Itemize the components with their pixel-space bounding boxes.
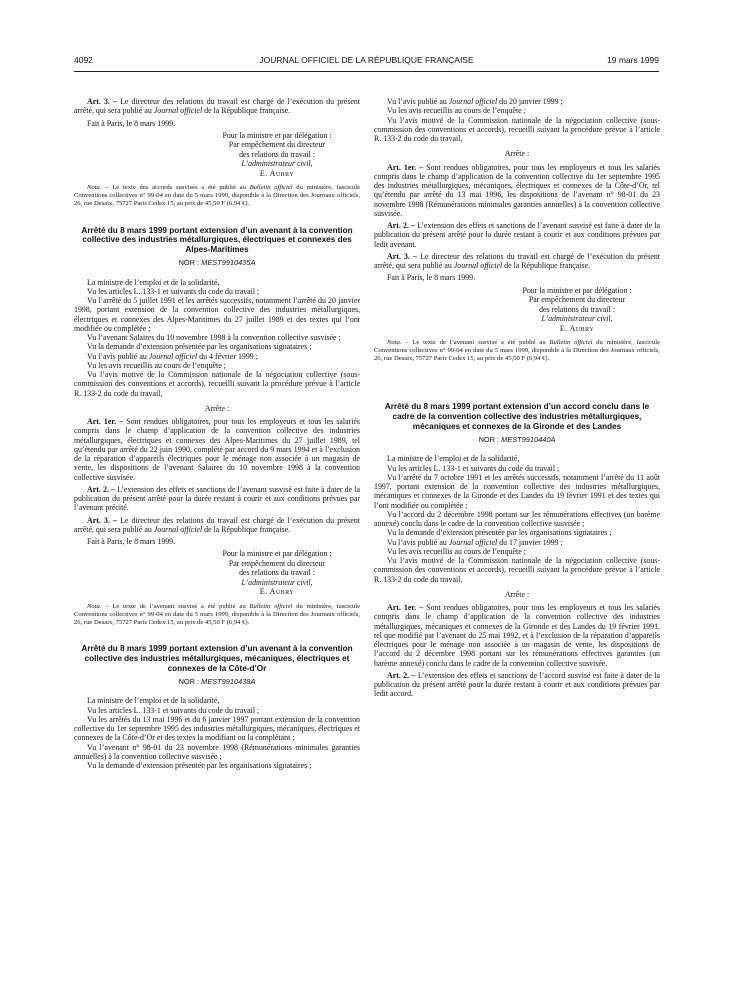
nor-reference: NOR : MEST9910438A: [178, 677, 256, 687]
paragraph: La ministre de l’emploi et de la solidarité,: [387, 454, 520, 464]
paragraph: Vu l’avenant n° 98-01 du 23 novembre 1998 (Rémunérations minimales garanties annuelles) à la convention collective susvisée ;: [74, 742, 360, 761]
article-3-paragraph: Art. 3. – Le directeur des relations du travail est chargé de l’exécution du présent arrêté, qui sera publié au Journal officiel de la République française.: [74, 515, 360, 534]
arrete-heading: Arrête :: [504, 589, 530, 599]
paragraph: Vu les avis recueillis au cours de l’enquête ;: [387, 106, 526, 116]
paragraph: Vu les avis recueillis au cours de l’enquête ;: [387, 546, 526, 556]
paragraph: Vu la demande d’extension présentée par les organisations signataires ;: [87, 342, 312, 352]
paragraph: Vu les avis recueillis au cours de l’enquête ;: [87, 360, 226, 370]
paragraph: Vu l’avis publié au Journal officiel du 17 janvier 1999 ;: [387, 537, 563, 547]
article-1-paragraph: Art. 1er. – Sont rendues obligatoires, pour tous les employeurs et tous les salariés compris dans le champ d’application de la convention collective des industries métallurgiques, mécaniques et connexes de la Gironde et des Landes du 19 février 1991, tel que modifié par l’avenant du 25 mai 1992, et à l’exclusion de la réparation d’appareils électriques pour le ménage non associée à un magasin de vente, les dispositions de l’accord du 2 décembre 1998 portant sur les rémunérations effectives garanties (un barème annexé) conclu dans le cadre de la convention collective susvisée.: [374, 603, 661, 668]
fait-a-paris: Fait à Paris, le 8 mars 1999.: [87, 118, 176, 128]
left-column: [74, 97, 360, 770]
arrete-heading: Arrête :: [504, 149, 530, 159]
signature-block: Pour la ministre et par délégation : Par empêchement du directeur des relations du travail : L’administrateur civil, E. Aubry: [222, 130, 332, 178]
paragraph: Vu l’avis motivé de la Commission nationale de la négociation collective (sous-commission des conventions et accords), recueilli suivant la procédure prévue à l’article R. 133-2 du code du travail,: [74, 370, 360, 398]
arrete-heading: Arrête :: [204, 403, 230, 413]
page-header: [74, 55, 659, 69]
decree-title-gironde-landes: Arrêté du 8 mars 1999 portant extension d’un accord conclu dans le cadre de la convention collective des industries métallurgiques, mécaniques et connexes de la Gironde et des Landes: [384, 402, 650, 431]
nor-reference: NOR : MEST9910440A: [478, 435, 556, 445]
article-3-paragraph: Art. 3. – Le directeur des relations du travail est chargé de l’exécution du présent arrêté, qui sera publié au Journal officiel de la République française.: [374, 251, 660, 270]
decree-title-cote-dor: Arrêté du 8 mars 1999 portant extension d’un avenant à la convention collective des industries métallurgiques, mécaniques, électriques et connexes de la Côte-d’Or: [81, 644, 353, 673]
paragraph: Vu l’accord du 2 décembre 1998 portant sur les rémunérations effectives (un barème annexé) conclu dans le cadre de la convention collective susvisée ;: [374, 509, 660, 529]
paragraph: Vu l’avis motivé de la Commission nationale de la négociation collective (sous-commission des conventions et accords), recueilli suivant la procédure prévue à l’article R. 133-2 du code du travail,: [374, 115, 660, 143]
signature-block: Pour la ministre et par délégation : Par empêchement du directeur des relations du travail : L’administrateur civil, E. Aubry: [222, 549, 332, 597]
nota-note: Nota. – Le texte de l’avenant susvisé a été publié au Bulletin officiel du ministère, fascicule Conventions collectives n° 99-04 en date du 5 mars 1999, disponible à la Direction des Journaux officiels, 26, rue Desaix, 75727 Paris Cedex 15, au prix de 45,50 F (6,94 €).: [74, 602, 360, 626]
paragraph: Vu les articles L. 133-1 et suivants du code du travail ;: [87, 286, 260, 296]
paragraph: Vu l’arrêté du 7 octobre 1991 et les arrêtés successifs, notamment l’arrêté du 11 août 1997, portant extension de la convention collective des industries métallurgiques, mécaniques et connexes de la Gironde et des Landes du 19 février 1991 et des textes qui l’ont modifiée ou complétée ;: [374, 472, 660, 510]
nota-note: Nota. – Le texte des accords susvisés a été publié au Bulletin officiel du ministère, fascicule Conventions collectives n° 99-04 en date du 5 mars 1999, disponible à la Direction des Journaux officiels, 26, rue Desaix, 75727 Paris Cedex 15, au prix de 45,50 F (6,94 €).: [74, 184, 360, 207]
page-number: 4092: [74, 55, 93, 65]
paragraph: La ministre de l’emploi et de la solidarité,: [87, 696, 220, 706]
paragraph: Vu l’arrêté du 5 juillet 1991 et les arrêtés successifs, notamment l’arrêté du 20 janvier 1998, portant extension de la convention collective des industries métallurgiques, électriques et connexes des Alpes-Maritimes du 27 juillet 1989 et des textes qui l’ont modifiée ou complétée ;: [74, 296, 360, 333]
paragraph: Vu la demande d’extension présentée par les organisations signataires ;: [387, 528, 612, 538]
paragraph: Vu l’avis publié au Journal officiel du 4 février 1999 ;: [87, 351, 258, 361]
issue-date: 19 mars 1999: [607, 55, 659, 65]
article-3-paragraph: Art. 3. – Le directeur des relations du travail est chargé de l’exécution du présent arrêté, qui sera publié au Journal officiel de la République française.: [74, 97, 360, 116]
journal-title: JOURNAL OFFICIEL DE LA RÉPUBLIQUE FRANÇAISE: [259, 55, 474, 65]
article-1-paragraph: Art. 1er. – Sont rendues obligatoires, pour tous les employeurs et tous les salariés compris dans le champ d’application de la convention collective des industries métallurgiques, électriques et connexes des Alpes-Maritimes du 27 juillet 1989, tel qu’étendu par arrêté du 22 juin 1990, complété par accord du 9 mars 1994 et à l’exclusion de la réparation d’appareils électriques pour le ménage non associée à un magasin de vente, les dispositions de l’avenant Salaires du 10 novembre 1998 à la convention collective susvisée.: [74, 417, 361, 482]
fait-a-paris: Fait à Paris, le 8 mars 1999.: [87, 537, 176, 547]
paragraph: Vu les articles L. 133-1 et suivants du code du travail ;: [387, 463, 560, 473]
paragraph: Vu l’avis motivé de la Commission nationale de la négociation collective (sous-commission des conventions et accords), recueilli suivant la procédure prévue à l’article R. 133-2 du code du travail,: [374, 556, 660, 584]
article-1-paragraph: Art. 1er. – Sont rendues obligatoires, pour tous les employeurs et tous les salariés compris dans le champ d’application de la convention collective du 1er septembre 1995 des industries métallurgiques, mécaniques, électriques et connexes de la Côte-d’Or, tel qu’étendu par arrêté du 13 mai 1996, les dispositions de l’avenant n° 98-01 du 23 novembre 1998 (Rémunérations minimales garanties annuelles) à la convention collective susvisée.: [374, 162, 661, 218]
nor-reference: NOR : MEST9910435A: [178, 258, 256, 268]
paragraph: Vu l’avis publié au Journal officiel du 20 janvier 1999 ;: [387, 97, 563, 106]
signature-block: Pour la ministre et par délégation : Par empêchement du directeur des relations du travail : L’administrateur civil, E. Aubry: [522, 285, 632, 333]
paragraph: La ministre de l’emploi et de la solidarité,: [87, 277, 220, 287]
article-2-paragraph: Art. 2. – L’extension des effets et sanctions de l’accord susvisé est faite à dater de la publication du présent arrêté pour la durée restant à courir et aux conditions prévues par ledit accord.: [374, 670, 660, 699]
article-2-paragraph: Art. 2. – L’extension des effets et sanctions de l’avenant susvisé est faite à dater de la publication du présent arrêté pour la durée restant à courir et aux conditions prévues par l’avenant précité.: [74, 484, 360, 513]
nota-note: Nota. – Le texte de l’avenant susvisé a été publié au Bulletin officiel du ministère, fascicule Conventions collectives n° 99-04 en date du 5 mars 1999, disponible à la Direction des Journaux officiels, 26, rue Desaix, 75727 Paris Cedex 15, au prix de 45,50 F (6,94 €).: [374, 339, 660, 362]
decree-title-alpes-maritimes: Arrêté du 8 mars 1999 portant extension d’un avenant à la convention collective des industries métallurgiques, électriques et connexes des Alpes-Maritimes: [81, 225, 353, 254]
paragraph: Vu l’avenant Salaires du 10 novembre 1998 à la convention collective susvisée ;: [87, 333, 341, 343]
paragraph: Vu les arrêtés du 13 mai 1996 et du 6 janvier 1997 portant extension de la convention collective du 1er septembre 1995 des industries métallurgiques, mécaniques, électriques et connexes de la Côte-d’Or et des textes la modifiant ou la complétant ;: [74, 714, 360, 743]
article-2-paragraph: Art. 2. – L’extension des effets et sanctions de l’avenant susvisé est faite à dater de la publication du présent arrêté pour la durée restant à courir et aux conditions prévues par ledit avenant.: [374, 221, 660, 249]
header-rule: [74, 71, 659, 72]
paragraph: Vu la demande d’extension présentée par les organisations signataires ;: [87, 761, 312, 771]
paragraph: Vu les articles L. 133-1 et suivants du code du travail ;: [87, 705, 260, 715]
right-column: [374, 97, 660, 699]
fait-a-paris: Fait à Paris, le 8 mars 1999.: [387, 273, 476, 283]
